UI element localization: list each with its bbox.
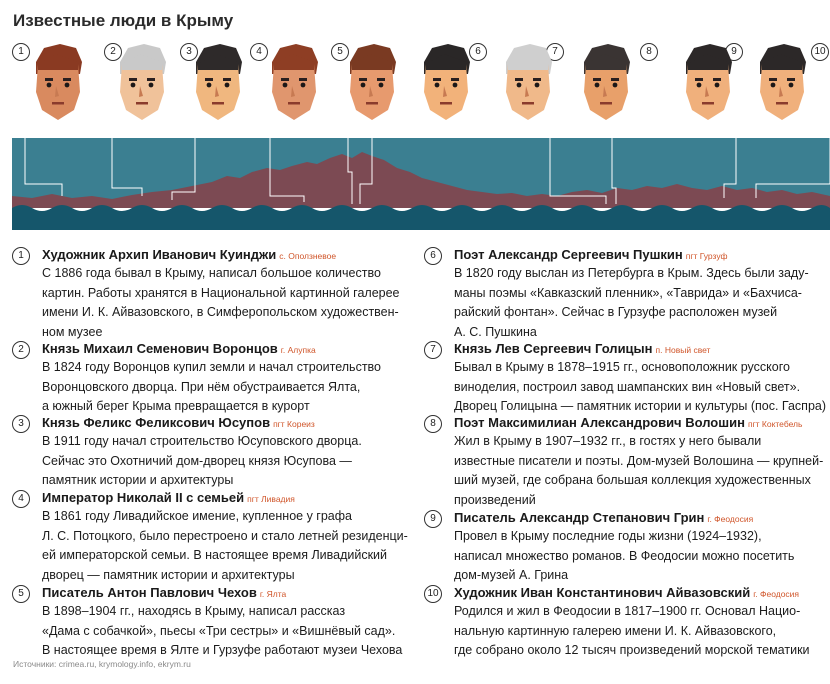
place-label: п. Новый свет <box>655 345 711 355</box>
entry-description <box>454 264 809 342</box>
portrait-face-icon <box>752 40 812 124</box>
page-title: Известные люди в Крыму <box>13 11 234 30</box>
entry-number-badge: 8 <box>424 415 442 433</box>
portrait-number-badge: 4 <box>250 43 268 61</box>
portrait-number-badge: 3 <box>180 43 198 61</box>
person-name: Писатель Антон Павлович Чехов <box>42 585 257 600</box>
entry-heading <box>42 585 402 600</box>
description-line: Дворец Голицына — памятник истории и культуры (пос. Гаспра) <box>454 399 827 414</box>
portrait-number-badge: 10 <box>811 43 829 61</box>
portrait-face-icon <box>28 40 88 124</box>
entry-heading <box>42 415 362 430</box>
portrait-number-badge: 6 <box>469 43 487 61</box>
entry-description <box>42 432 362 491</box>
person-entry <box>430 341 827 417</box>
description-line: Родился и жил в Феодосии в 1817–1900 гг. Основал Нацио- <box>454 604 801 618</box>
description-line: С 1886 года бывал в Крыму, написал большое количество <box>42 266 381 280</box>
description-line: В 1861 году Ливадийское имение, купленное у графа <box>42 509 352 523</box>
entry-number-badge: 6 <box>424 247 442 265</box>
description-line: А. С. Пушкина <box>454 324 537 339</box>
entry-description <box>42 602 402 661</box>
place-label: с. Оползневое <box>279 251 337 261</box>
description-line: В настоящее время в Ялте и Гурзуфе работают музеи Чехова <box>42 643 403 658</box>
person-entry <box>427 585 810 661</box>
portrait-face-icon <box>498 40 558 124</box>
description-line: дворец — памятник истории и архитектуры <box>42 567 295 582</box>
description-line: В 1911 году начал строительство Юсуповского дворца. <box>42 434 362 448</box>
entry-description <box>454 432 823 510</box>
entry-heading <box>454 415 823 430</box>
person-entry <box>18 415 362 491</box>
person-entry <box>18 341 381 417</box>
description-line: а южный берег Крыма превращается в курорт <box>42 399 310 414</box>
person-entry <box>430 510 795 586</box>
person-name: Князь Феликс Феликсович Юсупов <box>42 415 271 430</box>
portrait-number-badge: 2 <box>104 43 122 61</box>
description-line: ном музее <box>42 324 103 339</box>
entry-heading <box>42 490 408 505</box>
entry-heading <box>454 510 794 525</box>
entry-description <box>454 527 794 586</box>
description-line: ей императорской семьи. В настоящее время Ливадийский <box>42 548 388 563</box>
person-entry <box>18 585 403 661</box>
description-line: дом-музей А. Грина <box>454 568 569 583</box>
description-line: ший музей, где собрана большая коллекция художественных <box>454 473 811 488</box>
person-name: Князь Михаил Семенович Воронцов <box>42 341 278 356</box>
entry-number-badge: 5 <box>12 585 30 603</box>
description-line: В 1820 году выслан из Петербурга в Крым. Здесь были заду- <box>454 266 809 280</box>
description-line: Провел в Крыму последние годы жизни (1924–1932), <box>454 529 762 543</box>
entry-number-badge: 2 <box>12 341 30 359</box>
portrait-number-badge: 5 <box>331 43 349 61</box>
description-line: памятник истории и архитектуры <box>42 473 234 488</box>
description-line: Жил в Крыму в 1907–1932 гг., в гостях у него бывали <box>454 434 762 448</box>
place-label: г. Ялта <box>259 589 287 599</box>
person-name: Писатель Александр Степанович Грин <box>454 510 705 525</box>
entry-heading <box>454 247 809 262</box>
entry-number-badge: 4 <box>12 490 30 508</box>
coast-wave <box>12 205 830 230</box>
portrait-face-icon <box>112 40 172 124</box>
portrait-number-badge: 9 <box>725 43 743 61</box>
entry-description <box>454 358 826 417</box>
portrait-face-icon <box>416 40 476 124</box>
person-entry <box>430 247 809 342</box>
place-label: пгт Кореиз <box>273 419 315 429</box>
description-line: «Дама с собачкой», пьесы «Три сестры» и «Вишнёвый сад». <box>42 623 396 638</box>
entry-number-badge: 9 <box>424 510 442 528</box>
description-line: Сейчас это Охотничий дом-дворец князя Юсупова — <box>42 453 352 468</box>
person-entry <box>18 247 400 342</box>
portrait-face-icon <box>342 40 402 124</box>
place-label: г. Феодосия <box>753 589 800 599</box>
person-entry <box>18 490 408 585</box>
portrait-number-badge: 1 <box>12 43 30 61</box>
person-name: Художник Иван Константинович Айвазовский <box>454 585 751 600</box>
description-line: райский фонтан». Сейчас в Гурзуфе расположен музей <box>454 305 778 320</box>
entry-number-badge: 1 <box>12 247 30 265</box>
entry-description <box>42 358 381 417</box>
map-svg <box>12 138 830 234</box>
description-line: где собрано около 12 тысяч произведений морской тематики <box>454 643 810 658</box>
portrait-face-icon <box>264 40 324 124</box>
place-label: пгт Коктебель <box>747 419 803 429</box>
description-line: известные писатели и поэты. Дом-музей Волошина — крупней- <box>454 453 824 468</box>
entry-heading <box>454 341 826 356</box>
person-name: Поэт Максимилиан Александрович Волошин <box>454 415 745 430</box>
description-line: виноделия, построил завод шампанских вин «Новый свет». <box>454 379 801 394</box>
description-line: произведений <box>454 492 536 507</box>
entry-number-badge: 7 <box>424 341 442 359</box>
crimea-coast-map <box>12 138 830 234</box>
entry-heading <box>42 247 400 262</box>
entry-number-badge: 10 <box>424 585 442 603</box>
place-label: г. Алупка <box>280 345 316 355</box>
person-name: Император Николай II с семьей <box>42 490 245 505</box>
portrait-face-icon <box>678 40 738 124</box>
description-line: маны поэмы «Кавказский пленник», «Таврида» и «Бахчиса- <box>454 285 802 300</box>
entry-heading <box>42 341 381 356</box>
place-label: г. Феодосия <box>707 514 754 524</box>
person-name: Князь Лев Сергеевич Голицын <box>454 341 653 356</box>
place-label: пгт Гурзуф <box>685 251 728 261</box>
description-line: картин. Работы хранятся в Национальной картинной галерее <box>42 285 400 300</box>
description-line: Воронцовского дворца. При нём обустраивается Ялта, <box>42 379 361 394</box>
entry-heading <box>454 585 810 600</box>
entry-description <box>42 264 400 342</box>
portrait-number-badge: 8 <box>640 43 658 61</box>
portrait-number-badge: 7 <box>546 43 564 61</box>
place-label: пгт Ливадия <box>247 494 295 504</box>
description-line: имени И. К. Айвазовского, в Симферопольском художествен- <box>42 305 399 320</box>
description-line: Л. С. Потоцкого, было перестроено и стало летней резиденци- <box>42 528 408 543</box>
description-line: Бывал в Крыму в 1878–1915 гг., основоположник русского <box>454 360 790 374</box>
entry-number-badge: 3 <box>12 415 30 433</box>
description-line: В 1824 году Воронцов купил земли и начал строительство <box>42 360 381 374</box>
portrait-face-icon <box>576 40 636 124</box>
portrait-face-icon <box>188 40 248 124</box>
description-line: В 1898–1904 гг., находясь в Крыму, написал рассказ <box>42 604 346 618</box>
description-line: написал множество романов. В Феодосии можно посетить <box>454 548 795 563</box>
entry-description <box>454 602 810 661</box>
person-entry <box>430 415 824 510</box>
person-name: Поэт Александр Сергеевич Пушкин <box>454 247 683 262</box>
sources: Источники: crimea.ru, krymology.info, ekrym.ru <box>13 659 191 669</box>
person-name: Художник Архип Иванович Куинджи <box>42 247 277 262</box>
description-line: нальную картинную галерею имени И. К. Айвазовского, <box>454 623 777 638</box>
entry-description <box>42 507 408 585</box>
